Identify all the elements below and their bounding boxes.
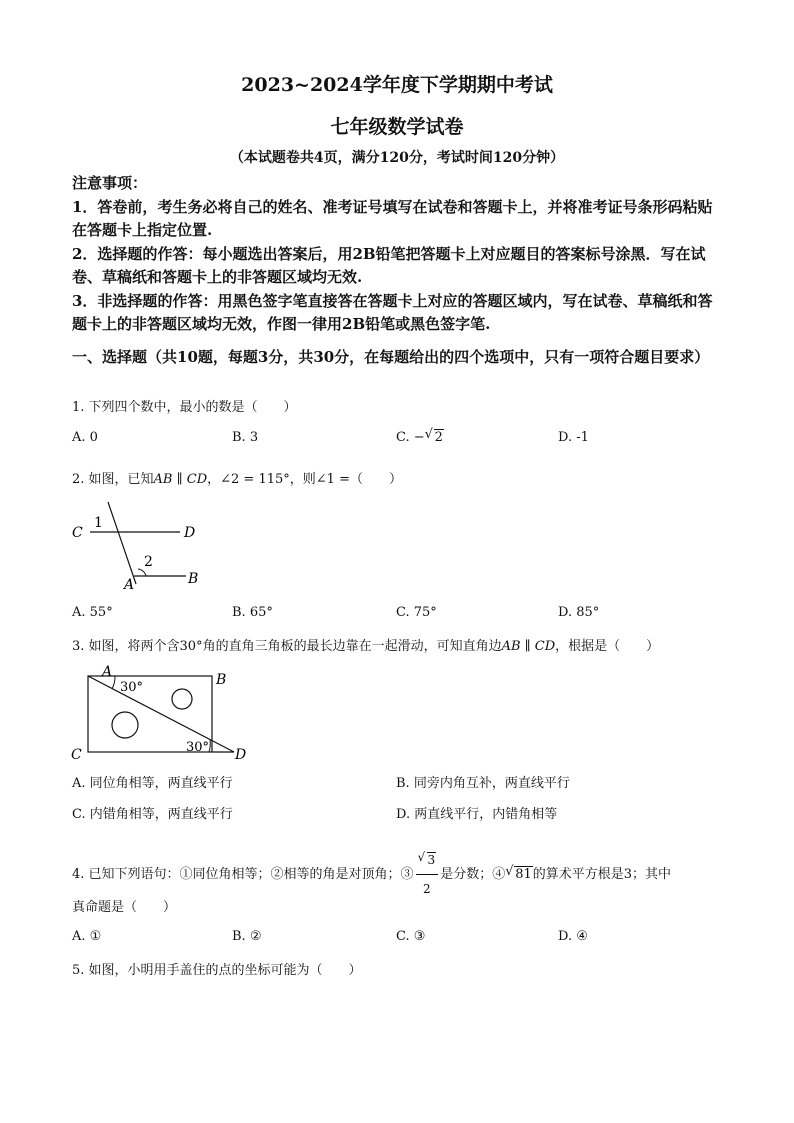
q1-option-a: A. 0 — [72, 430, 98, 445]
exam-title: 2023~2024学年度下学期期中考试 — [241, 74, 553, 96]
q2-stem-b: ，∠2 = 115°，则∠1 =（ ） — [207, 472, 402, 487]
question-3-options-row1 — [72, 772, 722, 792]
q4-frac-den: 2 — [423, 882, 431, 896]
q3-option-d: D. 两直线平行，内错角相等 — [396, 807, 558, 822]
q2-figure — [68, 496, 218, 596]
question-3-stem — [72, 637, 722, 657]
label-b: B — [216, 672, 227, 688]
q1-option-d: D. -1 — [558, 430, 589, 445]
angle-top-arc — [112, 676, 115, 689]
q4-stem-c: 的算术平方根是3；其中 — [532, 867, 672, 882]
question-4-stem — [72, 846, 722, 903]
q4-stem-b: 是分数；④ — [440, 867, 506, 882]
label-d: D — [235, 747, 247, 763]
label-c: C — [71, 747, 82, 763]
label-angle-2: 2 — [144, 554, 153, 570]
q3-option-a: A. 同位角相等，两直线平行 — [72, 776, 233, 791]
q3-stem-a: 3. 如图，将两个含30°角的直角三角板的最长边靠在一起滑动，可知直角边 — [72, 639, 502, 654]
exam-subtitle: 七年级数学试卷 — [330, 116, 464, 138]
q3-option-c: C. 内错角相等，两直线平行 — [72, 807, 233, 822]
q3-stem-parallel: AB ∥ CD — [501, 639, 556, 654]
label-d: D — [184, 525, 196, 541]
q3-option-b: B. 同旁内角互补，两直线平行 — [396, 776, 570, 791]
q2-stem-parallel: AB ∥ CD — [153, 472, 208, 487]
question-4-stem-cont: 真命题是（ ） — [72, 900, 177, 915]
question-4-options — [72, 929, 722, 949]
sqrt-symbol: √ 81 — [505, 864, 532, 882]
note-item-3: 3．非选择题的作答：用黑色签字笔直接答在答题卡上对应的答题区域内，写在试卷、草稿纸和答题卡上的非答题区域均无效，作图一律用2B铅笔或黑色签字笔. — [72, 291, 713, 333]
q1-option-c-radicand: 2 — [434, 430, 443, 445]
section-heading: 一、选择题（共10题，每题3分，共30分，在每题给出的四个选项中，只有一项符合题目要求） — [72, 348, 710, 366]
question-1-stem: 1. 下列四个数中，最小的数是（ ） — [72, 400, 297, 415]
q3-figure — [68, 662, 258, 766]
q4-option-c: C. ③ — [396, 929, 426, 944]
angle-bottom-arc — [209, 740, 210, 752]
q2-option-c: C. 75° — [396, 605, 437, 620]
label-a: A — [102, 664, 113, 680]
label-b: B — [188, 571, 199, 587]
exam-info: （本试题卷共4页，满分120分，考试时间120分钟） — [229, 150, 565, 166]
note-item-1: 1．答卷前，考生务必将自己的姓名、准考证号填写在试卷和答题卡上，并将准考证号条形码粘贴在答题卡上指定位置. — [72, 197, 713, 239]
q4-sqrt-arg: 81 — [515, 867, 532, 882]
q2-stem-a: 2. 如图，已知 — [72, 472, 154, 487]
question-5-stem: 5. 如图，小明用手盖住的点的坐标可能为（ ） — [72, 963, 362, 978]
notes-block — [72, 172, 722, 337]
q1-option-c — [396, 427, 444, 445]
q4-fraction — [416, 846, 439, 903]
q2-option-b: B. 65° — [232, 605, 273, 620]
question-3-options-row2 — [72, 803, 722, 823]
label-angle-top: 30° — [120, 680, 144, 695]
label-a: A — [124, 577, 135, 593]
question-1-options — [72, 427, 722, 450]
angle-2-arc — [138, 569, 146, 576]
sqrt-symbol: √ 2 — [424, 427, 443, 445]
question-2-stem — [72, 470, 722, 490]
hole-circle-small — [172, 689, 192, 709]
q1-option-c-prefix: C. − — [396, 430, 425, 445]
q1-option-b: B. 3 — [232, 430, 259, 445]
q4-option-b: B. ② — [232, 929, 262, 944]
note-item-2: 2．选择题的作答：每小题选出答案后，用2B铅笔把答题卡上对应题目的答案标号涂黑．写在试卷、草稿纸和答题卡上的非答题区域均无效. — [72, 244, 706, 286]
q4-option-a: A. ① — [72, 929, 102, 944]
label-angle-1: 1 — [94, 515, 103, 531]
label-c: C — [72, 525, 83, 541]
q2-option-d: D. 85° — [558, 605, 600, 620]
hole-circle-large — [112, 712, 138, 738]
transversal-line — [108, 502, 136, 584]
q4-option-d: D. ④ — [558, 929, 588, 944]
q4-stem-a: 4. 已知下列语句：①同位角相等；②相等的角是对顶角；③ — [72, 867, 414, 882]
sqrt-symbol: √ 3 — [417, 850, 436, 867]
label-angle-bottom: 30° — [186, 740, 210, 755]
q2-option-a: A. 55° — [72, 605, 113, 620]
notes-heading: 注意事项： — [72, 174, 148, 192]
q3-stem-b: ，根据是（ ） — [555, 639, 660, 654]
question-2-options — [72, 605, 722, 625]
q4-frac-num: 3 — [427, 853, 436, 867]
